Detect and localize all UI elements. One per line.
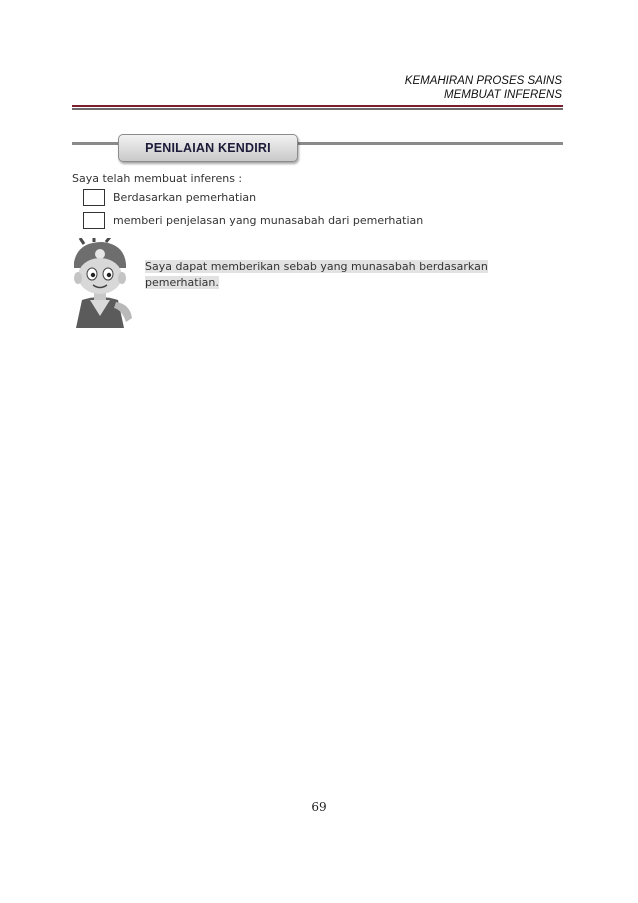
header-topic: KEMAHIRAN PROSES SAINS	[404, 75, 562, 87]
boy-cartoon-character-icon	[60, 238, 140, 328]
section-tab-label: PENILAIAN KENDIRI	[145, 141, 271, 155]
checklist-item	[83, 189, 256, 206]
statement-line-2: pemerhatian.	[145, 276, 219, 289]
checklist-item	[83, 212, 423, 229]
checklist-intro: Saya telah membuat inferens :	[72, 172, 243, 185]
header-rule-maroon	[72, 105, 563, 107]
checkbox[interactable]	[83, 212, 105, 229]
page-number: 69	[311, 800, 327, 814]
section-tab-penilaian-kendiri	[118, 134, 298, 162]
page-header	[405, 74, 562, 102]
header-subtopic: MEMBUAT INFERENS	[444, 89, 562, 101]
checklist-item-label: memberi penjelasan yang munasabah dari pemerhatian	[113, 214, 424, 227]
header-rule-grey	[72, 108, 563, 110]
checkbox[interactable]	[83, 189, 105, 206]
statement-line-1: Saya dapat memberikan sebab yang munasabah berdasarkan	[145, 260, 488, 273]
checklist-item-label: Berdasarkan pemerhatian	[113, 191, 257, 204]
self-assessment-statement	[145, 259, 517, 291]
